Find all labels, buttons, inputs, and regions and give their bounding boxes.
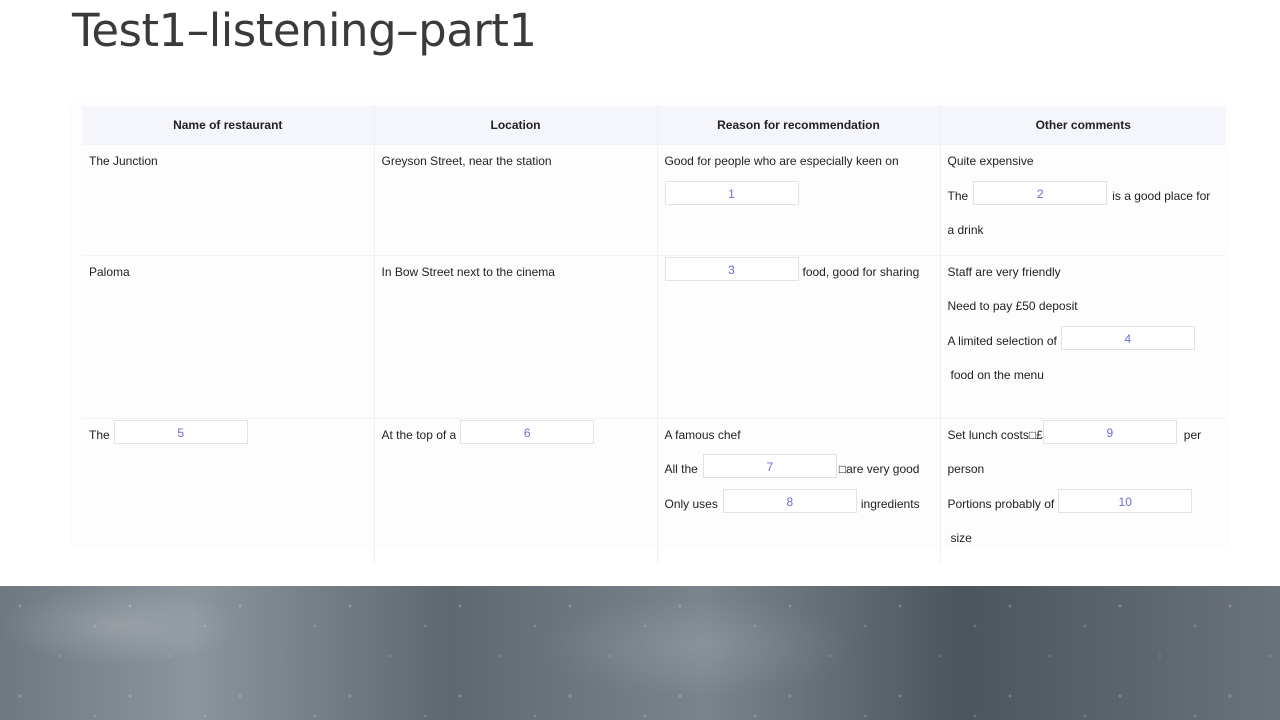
cell-name bbox=[82, 145, 374, 256]
answer-blank-2[interactable]: 2 bbox=[973, 181, 1107, 205]
cell-location bbox=[374, 418, 657, 563]
answer-blank-5[interactable]: 5 bbox=[114, 420, 248, 444]
header-row bbox=[82, 106, 1226, 145]
comment-text: The bbox=[947, 188, 969, 203]
comment-text: Set lunch costs□£ bbox=[947, 427, 1043, 442]
location-text: Greyson Street, near the station bbox=[381, 154, 552, 168]
cell-comments bbox=[940, 255, 1226, 418]
header-other-comments: Other comments bbox=[940, 106, 1226, 145]
comment-text: per bbox=[1183, 427, 1202, 442]
cell-reason bbox=[657, 255, 940, 418]
cell-name bbox=[82, 418, 374, 563]
answer-blank-8[interactable]: 8 bbox=[723, 489, 857, 513]
answer-blank-4[interactable]: 4 bbox=[1061, 326, 1195, 350]
comment-text: a drink bbox=[947, 223, 984, 237]
table-row bbox=[82, 418, 1226, 563]
reason-text: ingredients bbox=[860, 496, 920, 511]
comment-text: Portions probably of bbox=[947, 496, 1055, 511]
answer-blank-10[interactable]: 10 bbox=[1058, 489, 1192, 513]
cell-reason bbox=[657, 418, 940, 563]
reason-text: All the bbox=[664, 462, 698, 476]
location-text: In Bow Street next to the cinema bbox=[381, 264, 555, 279]
answer-blank-3[interactable]: 3 bbox=[665, 257, 799, 281]
header-name-of-restaurant: Name of restaurant bbox=[82, 106, 374, 145]
answer-blank-7[interactable]: 7 bbox=[703, 454, 837, 478]
rain-background-image bbox=[0, 586, 1280, 720]
answer-blank-6[interactable]: 6 bbox=[460, 420, 594, 444]
answer-blank-9[interactable]: 9 bbox=[1043, 420, 1177, 444]
header-location: Location bbox=[374, 106, 657, 145]
notes-table bbox=[82, 106, 1226, 563]
comment-text: Staff are very friendly bbox=[947, 264, 1061, 279]
reason-text: Only uses bbox=[664, 496, 718, 511]
reason-text: food, good for sharing bbox=[802, 264, 920, 279]
table-row bbox=[82, 145, 1226, 256]
comment-text: A limited selection of bbox=[947, 333, 1057, 348]
restaurant-name-prefix: The bbox=[89, 427, 110, 442]
reason-text: Good for people who are especially keen on bbox=[664, 154, 899, 168]
comment-text: food on the menu bbox=[950, 368, 1044, 382]
restaurant-name: Paloma bbox=[89, 264, 130, 279]
cell-comments bbox=[940, 418, 1226, 563]
location-text: At the top of a bbox=[381, 427, 457, 442]
slide-title: Test1–listening–part1 bbox=[72, 4, 537, 57]
restaurant-name: The Junction bbox=[89, 154, 158, 168]
answer-blank-1[interactable]: 1 bbox=[665, 181, 799, 205]
notes-table-container bbox=[72, 104, 1228, 548]
cell-comments bbox=[940, 145, 1226, 256]
cell-location bbox=[374, 255, 657, 418]
cell-reason bbox=[657, 145, 940, 256]
table-row bbox=[82, 255, 1226, 418]
header-reason: Reason for recommendation bbox=[657, 106, 940, 145]
reason-text: A famous chef bbox=[664, 427, 741, 442]
cell-location bbox=[374, 145, 657, 256]
comment-text: size bbox=[950, 531, 972, 545]
comment-text: Need to pay £50 deposit bbox=[947, 299, 1078, 313]
cell-name bbox=[82, 255, 374, 418]
reason-text: □are very good bbox=[838, 462, 920, 476]
comment-text: is a good place for bbox=[1112, 188, 1211, 203]
comment-text: Quite expensive bbox=[947, 154, 1034, 168]
comment-text: person bbox=[947, 462, 985, 476]
